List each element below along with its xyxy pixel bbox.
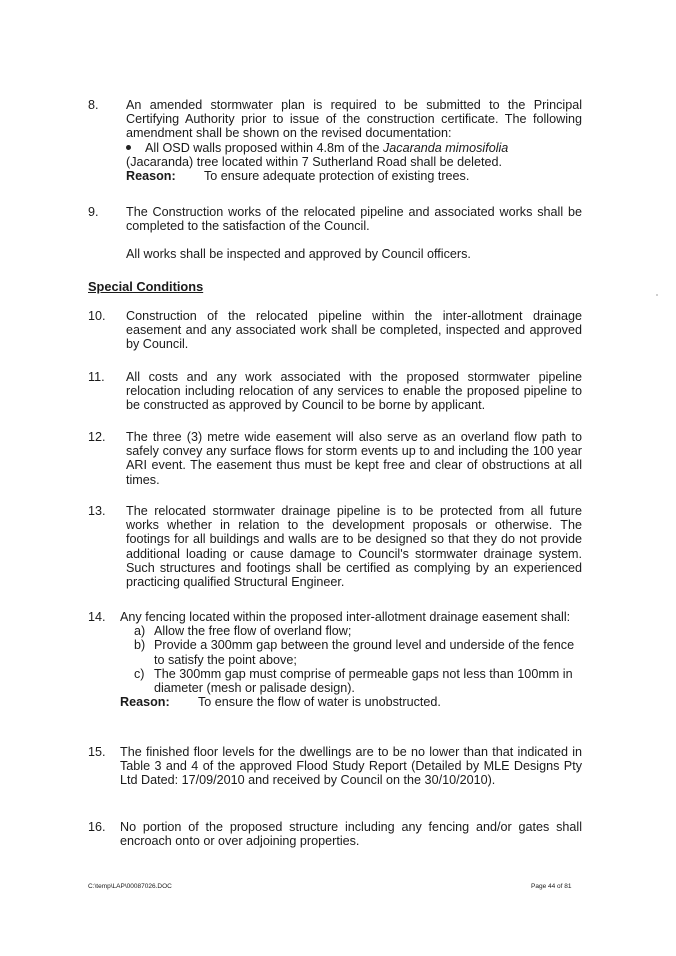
condition-text: No portion of the proposed structure including any fencing and/or gates shall encroach onto or over adjoining properties.	[120, 820, 582, 849]
sub-item	[120, 624, 582, 638]
condition-number: 15.	[88, 745, 106, 759]
sub-item-label: a)	[134, 624, 146, 639]
footer-page-number: Page 44 of 81	[531, 883, 572, 890]
condition-number: 9.	[88, 205, 99, 219]
reason-label: Reason:	[120, 695, 170, 710]
bullet-icon	[126, 145, 131, 150]
condition-number: 8.	[88, 98, 99, 112]
condition-13	[88, 504, 582, 589]
condition-10	[88, 309, 582, 352]
condition-number: 14.	[88, 610, 106, 624]
condition-text: Construction of the relocated pipeline within the inter-allotment drainage easement and any associated work shall be completed, inspected and approved by Council.	[126, 309, 582, 352]
condition-text: The relocated stormwater drainage pipeline is to be protected from all future works whether in relation to the development proposals or otherwise. The footings for all buildings and walls are to be designed so that they do not provide additional loading or cause damage to Council's stormwater drainage system. Such structures and footings shall be certified as complying by an experienced practicing qualified Structural Engineer.	[126, 504, 582, 590]
sub-item-text: Allow the free flow of overland flow;	[154, 624, 352, 639]
sub-item-text: Provide a 300mm gap between the ground level and underside of the fence to satisfy the point above;	[154, 638, 575, 667]
footer-file-path: C:\temp\LAP\00087026.DOC	[88, 883, 172, 890]
species-name: Jacaranda mimosifolia	[383, 140, 509, 155]
condition-number: 10.	[88, 309, 106, 323]
sub-item	[120, 638, 582, 666]
bullet-text-continued: (Jacaranda) tree located within 7 Sutherland Road shall be deleted.	[126, 154, 502, 169]
condition-number: 11.	[88, 370, 105, 384]
condition-number: 13.	[88, 504, 106, 518]
sub-item	[120, 667, 582, 695]
condition-text: The Construction works of the relocated pipeline and associated works shall be completed to the satisfaction of the Council.	[126, 205, 582, 234]
sub-item-text: The 300mm gap must comprise of permeable gaps not less than 100mm in diameter (mesh or palisade design).	[154, 666, 573, 696]
condition-number: 12.	[88, 430, 106, 444]
condition-text: All costs and any work associated with the proposed stormwater pipeline relocation including relocation of any services to enable the proposed pipeline to be constructed as approved by Council to be borne by applicant.	[126, 370, 582, 413]
reason-line	[120, 695, 582, 709]
sub-item-label: b)	[134, 638, 146, 653]
condition-8	[88, 98, 582, 183]
bullet-text: All OSD walls proposed within 4.8m of the	[145, 140, 383, 155]
condition-12	[88, 430, 582, 487]
reason-label: Reason:	[126, 169, 176, 184]
condition-text: An amended stormwater plan is required to be submitted to the Principal Certifying Authority prior to issue of the construction certificate. The following amendment shall be shown on the revised documentation:	[126, 98, 582, 141]
condition-text: The finished floor levels for the dwellings are to be no lower than that indicated in Table 3 and 4 of the approved Flood Study Report (Detailed by MLE Designs Pty Ltd Dated: 17/09/2010 and received by Council on the 30/10/2010).	[120, 745, 582, 788]
condition-14	[88, 610, 582, 709]
condition-text-secondary: All works shall be inspected and approved by Council officers.	[126, 247, 471, 262]
reason-text: To ensure adequate protection of existing trees.	[204, 169, 470, 184]
condition-text: Any fencing located within the proposed inter-allotment drainage easement shall:	[120, 610, 571, 624]
condition-9	[88, 205, 582, 262]
reason-line	[126, 169, 582, 183]
section-heading: Special Conditions	[88, 279, 204, 294]
condition-text: The three (3) metre wide easement will also serve as an overland flow path to safely convey any surface flows for storm events up to and including the 100 year ARI event. The easement thus must be kept free and clear of obstructions at all times.	[126, 430, 582, 487]
condition-11	[88, 370, 582, 413]
condition-16	[88, 820, 582, 848]
sub-item-label: c)	[134, 666, 145, 681]
bullet-item	[126, 141, 582, 155]
condition-number: 16.	[88, 820, 106, 834]
reason-text: To ensure the flow of water is unobstructed.	[198, 695, 441, 710]
scan-artifact	[656, 294, 658, 296]
condition-15	[88, 745, 582, 788]
